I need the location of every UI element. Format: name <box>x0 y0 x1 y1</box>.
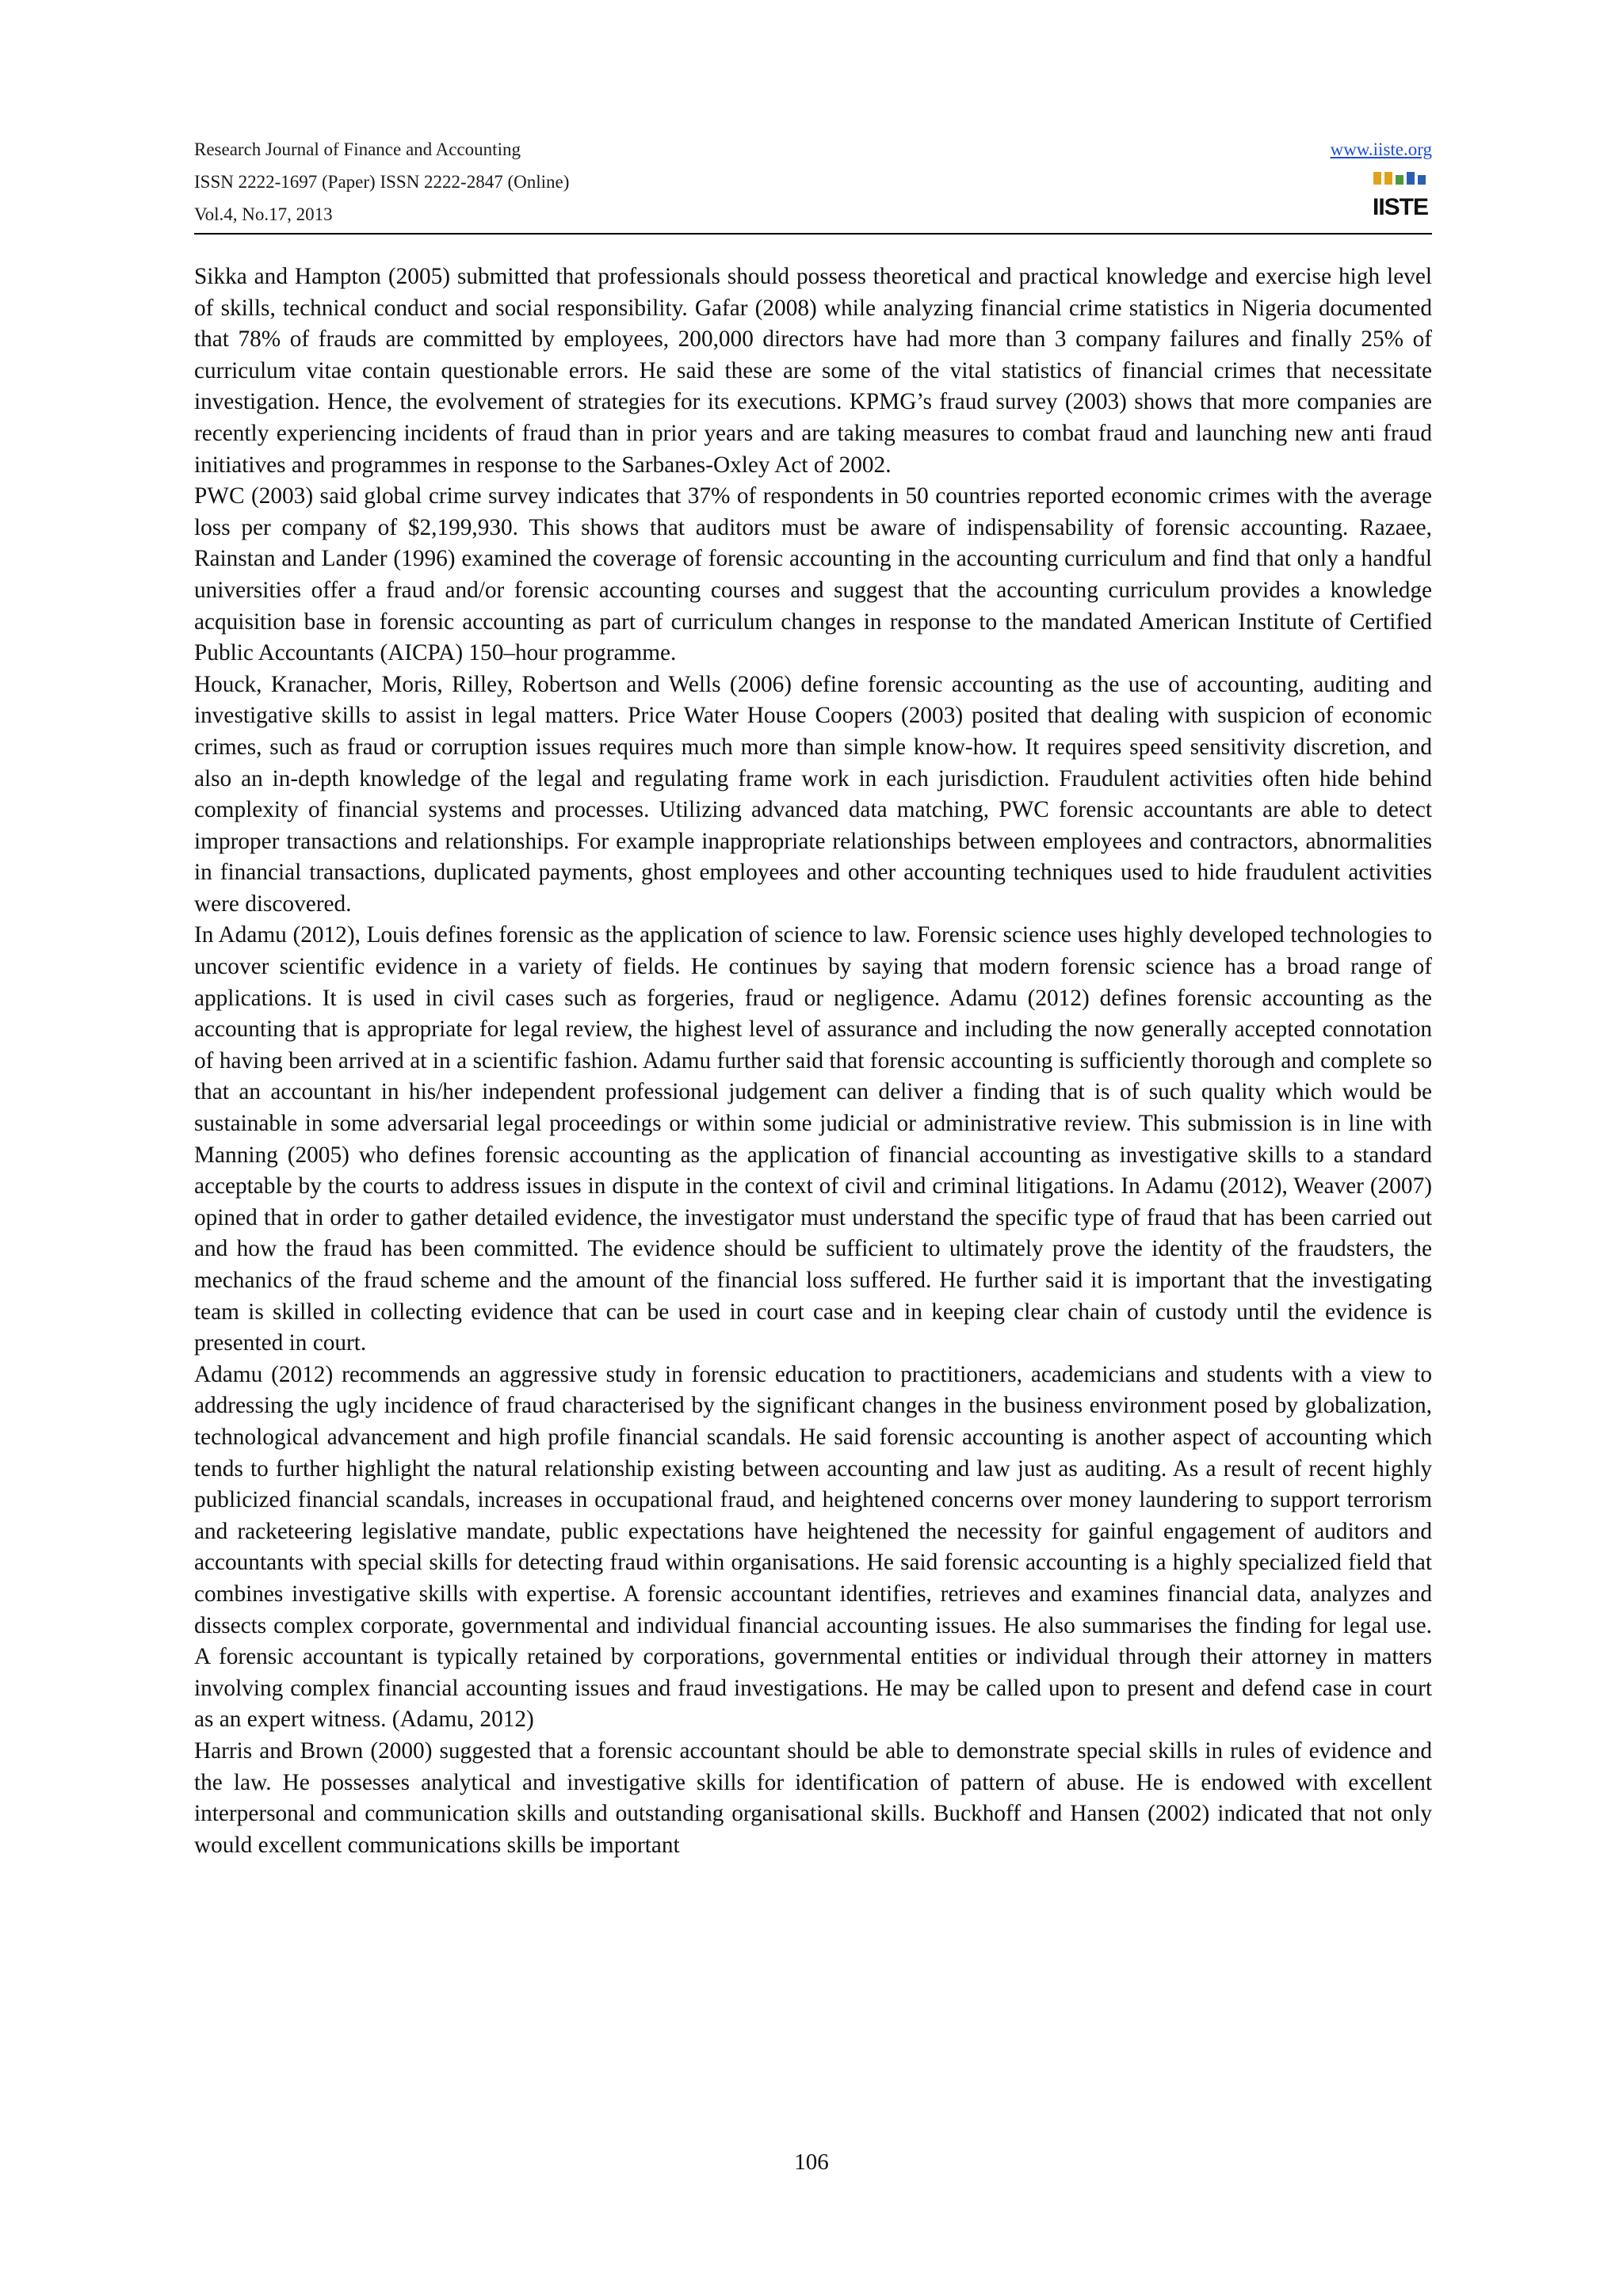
volume-line: Vol.4, No.17, 2013 <box>194 204 333 224</box>
paragraph-1: Sikka and Hampton (2005) submitted that professionals should possess theoretical and practical knowledge and exercise high level of skills, technical conduct and social responsibility. Gafar (2008) while analyzing financial crime statistics in Nigeria documented that 78% of frauds are committed by employees, 200,000 directors have had more than 3 company failures and finally 25% of curriculum vitae contain questionable errors. He said these are some of the vital statistics of financial crimes that necessitate investigation. Hence, the evolvement of strategies for its executions. KPMG’s fraud survey (2003) shows that more companies are recently experiencing incidents of fraud than in prior years and are taking measures to combat fraud and launching new anti fraud initiatives and programmes in response to the Sarbanes-Oxley Act of 2002. <box>194 264 1432 478</box>
paragraph-3: Houck, Kranacher, Moris, Rilley, Robertson and Wells (2006) define forensic accounting as the use of accounting, auditing and investigative skills to assist in legal matters. Price Water House Coopers (2003) posited that dealing with suspicion of economic crimes, such as fraud or corruption issues requires much more than simple know-how. It requires speed sensitivity discretion, and also an in-depth knowledge of the legal and regulating frame work in each jurisdiction. Fraudulent activities often hide behind complexity of financial systems and processes. Utilizing advanced data matching, PWC forensic accountants are able to detect improper transactions and relationships. For example inappropriate relationships between employees and contractors, abnormalities in financial transactions, duplicated payments, ghost employees and other accounting techniques used to hide fraudulent activities were discovered. <box>194 671 1432 917</box>
article-body <box>194 261 1432 1861</box>
paragraph-4: In Adamu (2012), Louis defines forensic as the application of science to law. Forensic science uses highly developed technologies to uncover scientific evidence in a variety of fields. He continues by saying that modern forensic science has a broad range of applications. It is used in civil cases such as forgeries, fraud or negligence. Adamu (2012) defines forensic accounting as the accounting that is appropriate for legal review, the highest level of assurance and including the now generally accepted connotation of having been arrived at in a scientific fashion. Adamu further said that forensic accounting is sufficiently thorough and complete so that an accountant in his/her independent professional judgement can deliver a finding that is of such quality which would be sustainable in some adversarial legal proceedings or within some judicial or administrative review. This submission is in line with Manning (2005) who defines forensic accounting as the application of financial accounting as investigative skills to a standard acceptable by the courts to address issues in dispute in the context of civil and criminal litigations. In Adamu (2012), Weaver (2007) opined that in order to gather detailed evidence, the investigator must understand the specific type of fraud that has been carried out and how the fraud has been committed. The evidence should be sufficient to ultimately prove the identity of the fraudsters, the mechanics of the fraud scheme and the amount of the financial loss suffered. He further said it is important that the investigating team is skilled in collecting evidence that can be used in court case and in keeping clear chain of custody until the evidence is presented in court. <box>194 922 1432 1356</box>
paragraph-2: PWC (2003) said global crime survey indicates that 37% of respondents in 50 countries reported economic crimes with the average loss per company of $2,199,930. This shows that auditors must be aware of indispensability of forensic accounting. Razaee, Rainstan and Lander (1996) examined the coverage of forensic accounting in the accounting curriculum and find that only a handful universities offer a fraud and/or forensic accounting courses and suggest that the accounting curriculum provides a knowledge acquisition base in forensic accounting as part of curriculum changes in response to the mandated American Institute of Certified Public Accountants (AICPA) 150–hour programme. <box>194 483 1432 666</box>
paragraph-5: Adamu (2012) recommends an aggressive study in forensic education to practitioners, academicians and students with a view to addressing the ugly incidence of fraud characterised by the significant changes in the business environment posed by globalization, technological advancement and high profile financial scandals. He said forensic accounting is another aspect of accounting which tends to further highlight the natural relationship existing between accounting and law just as auditing. As a result of recent highly publicized financial scandals, increases in occupational fraud, and heightened concerns over money laundering to support terrorism and racketeering legislative mandate, public expectations have heightened the necessity for gainful engagement of auditors and accountants with special skills for detecting fraud within organisations. He said forensic accounting is a highly specialized field that combines investigative skills with expertise. A forensic accountant identifies, retrieves and examines financial data, analyzes and dissects complex corporate, governmental and individual financial accounting issues. He also summarises the finding for legal use. A forensic accountant is typically retained by corporations, governmental entities or individual through their attorney in matters involving complex financial accounting issues and fraud investigations. He may be called upon to present and defend case in court as an expert witness. (Adamu, 2012) <box>194 1361 1432 1733</box>
website-link[interactable]: www.iiste.org <box>1330 139 1432 159</box>
page-header <box>194 133 1432 240</box>
paragraph-6: Harris and Brown (2000) suggested that a forensic accountant should be able to demonstrate special skills in rules of evidence and the law. He possesses analytical and investigative skills for identification of pattern of abuse. He is endowed with excellent interpersonal and communication skills and outstanding organisational skills. Buckhoff and Hansen (2002) indicated that not only would excellent communications skills be important <box>194 1737 1432 1858</box>
header-rule <box>194 233 1432 235</box>
journal-title: Research Journal of Finance and Accounting <box>194 139 521 159</box>
page-number: 106 <box>794 2149 829 2175</box>
svg-text:IISTE: IISTE <box>1372 194 1429 220</box>
issn-line: ISSN 2222-1697 (Paper) ISSN 2222-2847 (Online) <box>194 172 570 192</box>
iiste-logo <box>1369 169 1432 223</box>
